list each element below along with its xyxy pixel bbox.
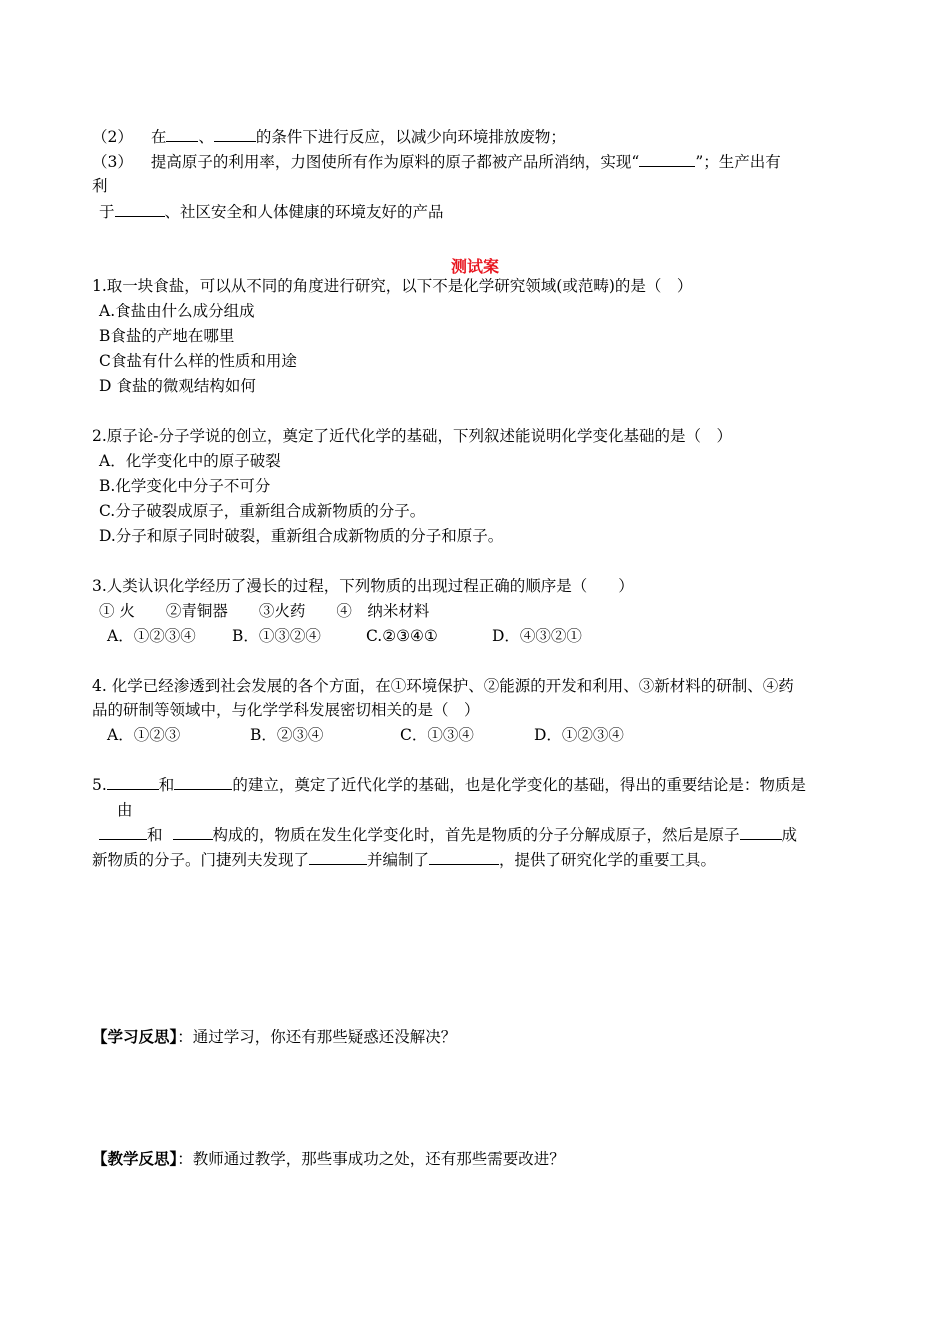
- study-reflection-label: 【学习反思】: [92, 1028, 178, 1046]
- blank[interactable]: [309, 850, 367, 865]
- q1-option-a: A.食盐由什么成分组成: [99, 302, 255, 320]
- teaching-reflection-label: 【教学反思】: [92, 1150, 178, 1168]
- text: 新物质的分子。门捷列夫发现了: [92, 851, 310, 869]
- q3-option-a: A．①②③④: [107, 627, 196, 645]
- blank[interactable]: [115, 202, 165, 217]
- text: ，提供了研究化学的重要工具。: [499, 851, 717, 869]
- text: ”；生产出有: [695, 153, 781, 171]
- blank[interactable]: [107, 775, 159, 790]
- intro-item-3: [92, 152, 781, 172]
- text: 利: [92, 177, 108, 195]
- q1-option-c: C食盐有什么样的性质和用途: [99, 352, 297, 370]
- teaching-reflection-text: ：教师通过教学，那些事成功之处，还有那些需要改进？: [177, 1150, 565, 1168]
- q4-option-d: D．①②③④: [534, 726, 624, 744]
- blank[interactable]: [173, 825, 213, 840]
- text: 的建立，奠定了近代化学的基础，也是化学变化的基础，得出的重要结论是：物质是: [232, 776, 806, 794]
- blank[interactable]: [740, 825, 782, 840]
- text: 由: [117, 801, 133, 819]
- q1-stem: 1.取一块食盐，可以从不同的角度进行研究，以下不是化学研究领域(或范畴)的是（ ）: [92, 277, 693, 295]
- blank[interactable]: [214, 127, 256, 142]
- q4-stem-2: 品的研制等领域中，与化学学科发展密切相关的是（ ）: [92, 701, 480, 719]
- q4-stem-1: 4. 化学已经渗透到社会发展的各个方面，在①环境保护、②能源的开发和利用、③新材料的研制、④药: [92, 677, 794, 695]
- q2-option-c: C.分子破裂成原子，重新组合成新物质的分子。: [99, 502, 426, 520]
- q1-option-b: B食盐的产地在哪里: [99, 327, 235, 345]
- text: 成: [781, 826, 798, 844]
- intro-item-2: [92, 127, 566, 147]
- text: 在: [150, 128, 167, 146]
- q2-stem: 2.原子论-分子学说的创立，奠定了近代化学的基础，下列叙述能说明化学变化基础的是（ ）: [92, 427, 733, 445]
- text: 和: [158, 776, 175, 794]
- text: 、: [198, 128, 214, 146]
- text: 5.: [92, 776, 107, 794]
- q4-option-c: C．①③④: [400, 726, 474, 744]
- q3-option-d: D．④③②①: [492, 627, 582, 645]
- text: 并编制了: [367, 851, 430, 869]
- text: 和: [147, 826, 163, 844]
- q3-option-b: B．①③②④: [232, 627, 321, 645]
- q2-option-d: D.分子和原子同时破裂，重新组合成新物质的分子和原子。: [99, 527, 504, 545]
- q4-option-a: A．①②③: [107, 726, 181, 744]
- text: 于: [99, 203, 115, 221]
- intro-item-3-cont: [92, 176, 108, 196]
- q5-line-1: [92, 775, 806, 795]
- text: 构成的，物质在发生化学变化时，首先是物质的分子分解成原子，然后是原子: [212, 826, 740, 844]
- q3-stem: 3.人类认识化学经历了漫长的过程，下列物质的出现过程正确的顺序是（ ）: [92, 577, 634, 595]
- q1-option-d: D 食盐的微观结构如何: [99, 377, 256, 395]
- item-number: （3）: [92, 153, 133, 171]
- section-title: 测试案: [450, 257, 499, 276]
- blank[interactable]: [174, 775, 232, 790]
- q5-line-3: [99, 825, 797, 845]
- q5-line-2: [117, 800, 133, 820]
- blank[interactable]: [639, 152, 695, 167]
- text: 、社区安全和人体健康的环境友好的产品: [164, 203, 444, 221]
- q3-option-c: C.②③④①: [366, 627, 438, 645]
- study-reflection: [92, 1027, 456, 1047]
- q2-option-b: B.化学变化中分子不可分: [99, 477, 271, 495]
- q4-option-b: B．②③④: [250, 726, 324, 744]
- text: 提高原子的利用率，力图使所有作为原料的原子都被产品所消纳，实现“: [150, 153, 640, 171]
- q3-items: ① 火 ②青铜器 ③火药 ④ 纳米材料: [99, 602, 430, 620]
- blank[interactable]: [429, 850, 499, 865]
- intro-item-3-cont2: [99, 202, 444, 222]
- blank[interactable]: [166, 127, 198, 142]
- blank[interactable]: [99, 825, 147, 840]
- q5-line-4: [92, 850, 716, 870]
- q2-option-a: A．化学变化中的原子破裂: [99, 452, 281, 470]
- item-number: （2）: [92, 128, 133, 146]
- text: 的条件下进行反应，以减少向环境排放废物；: [255, 128, 566, 146]
- teaching-reflection: [92, 1149, 565, 1169]
- study-reflection-text: ：通过学习，你还有那些疑惑还没解决？: [177, 1028, 457, 1046]
